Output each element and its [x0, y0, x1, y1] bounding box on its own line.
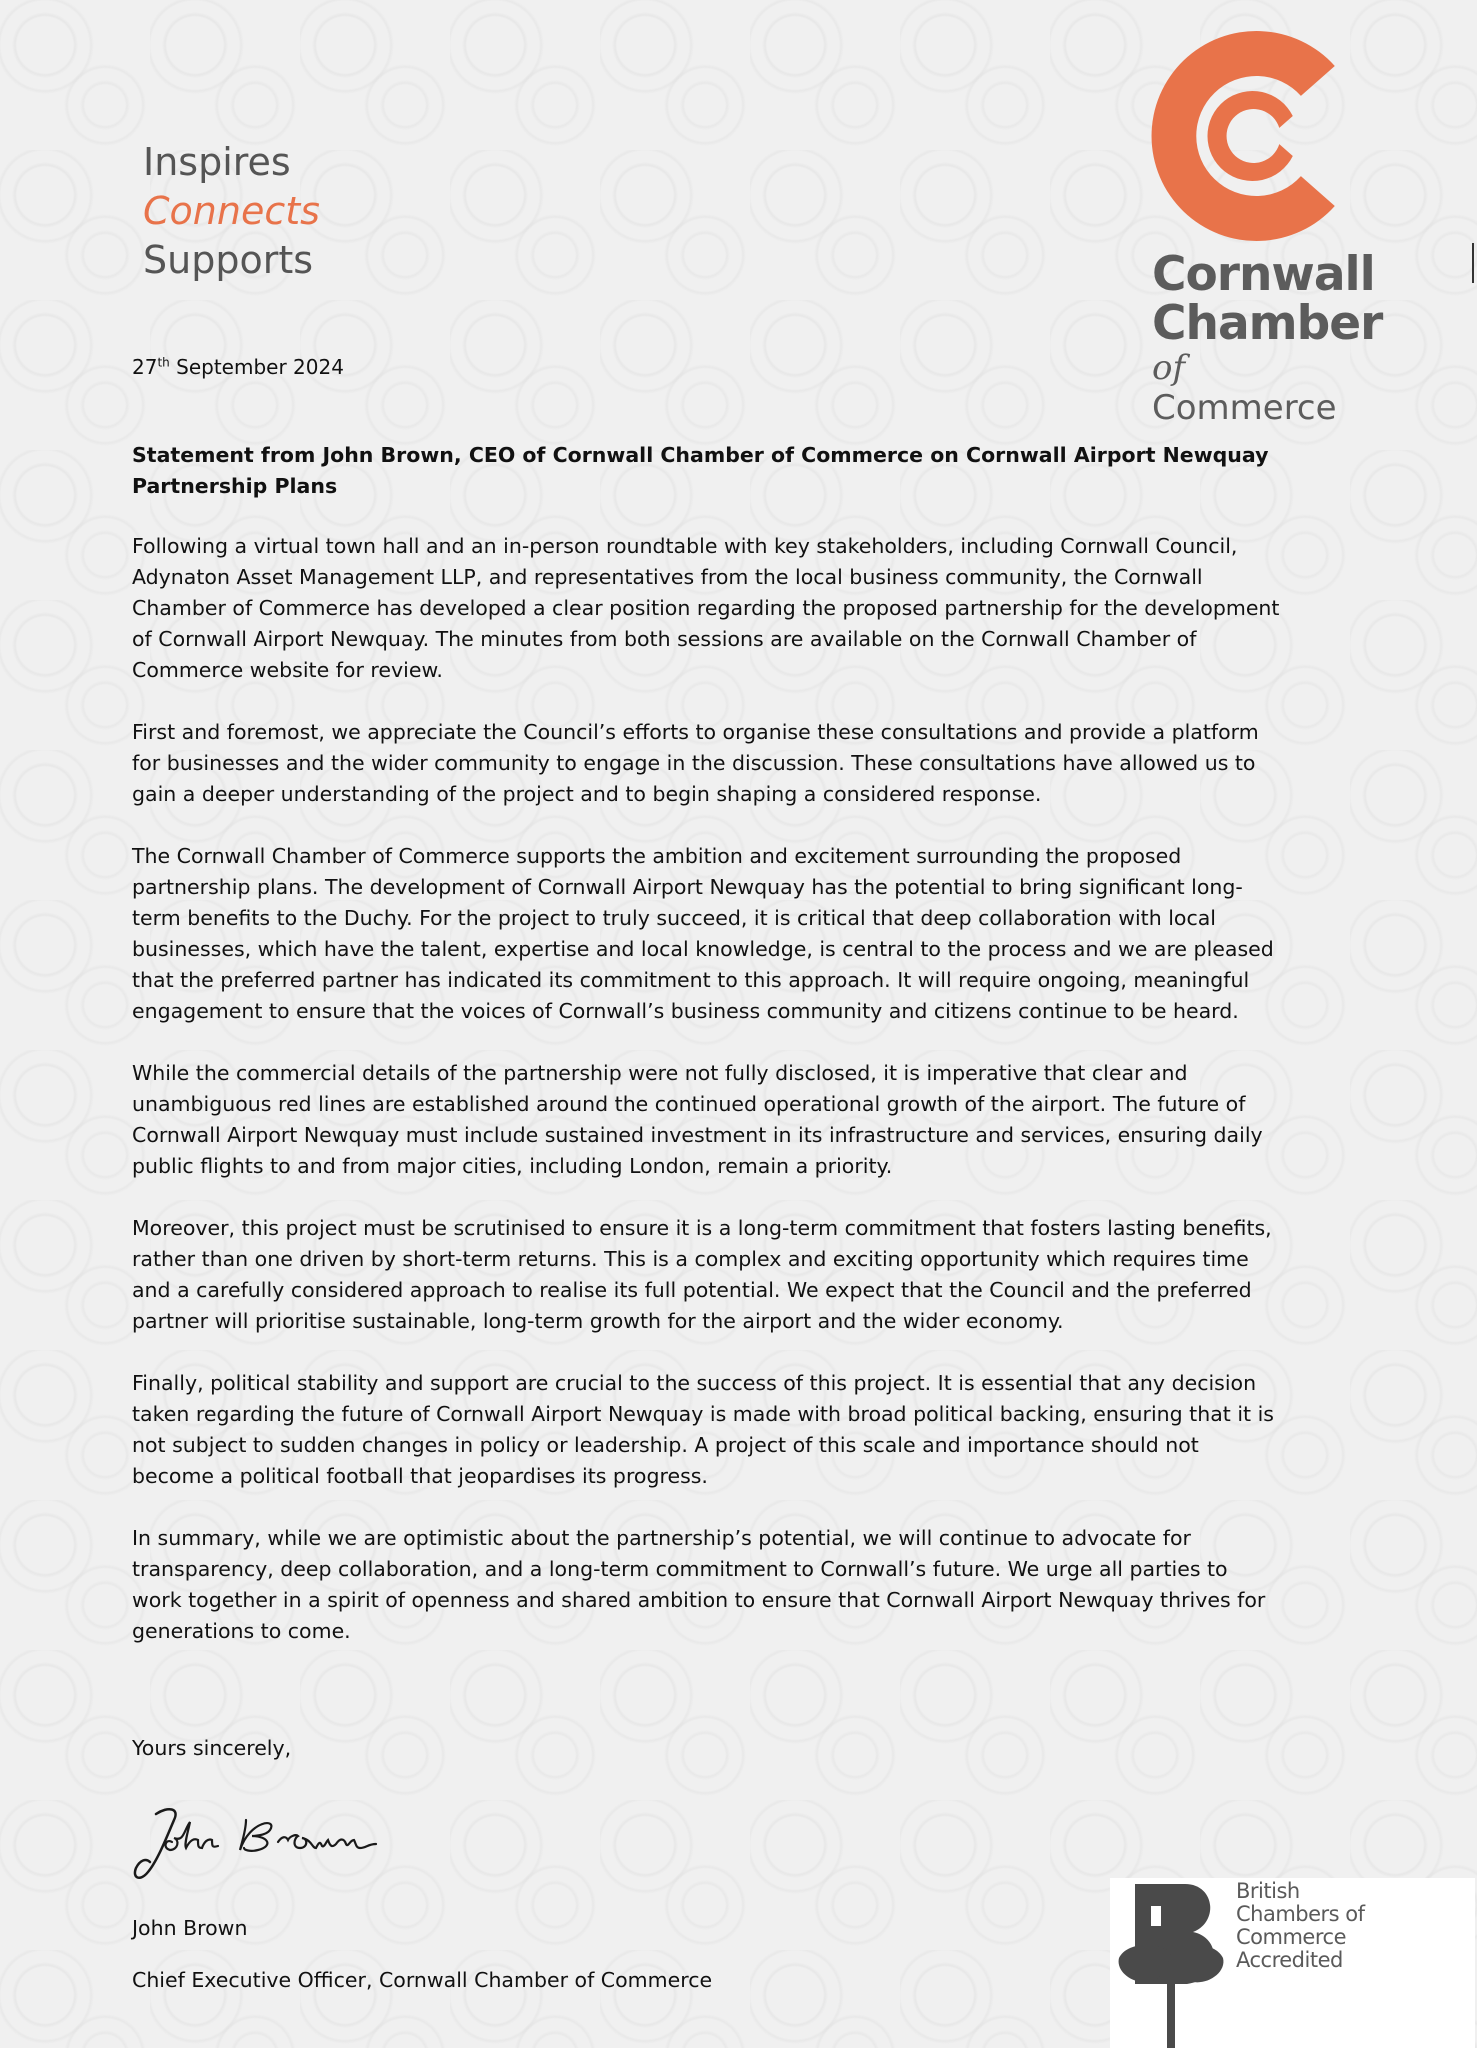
- bcc-accreditation-badge: [1110, 1878, 1475, 2048]
- signer-name: John Brown: [132, 1916, 248, 1940]
- handwritten-signature: [128, 1800, 388, 1894]
- paragraph-2: First and foremost, we appreciate the Council’s efforts to organise these consultations and provide a platform for businesses and the wider community to engage in the discussion. These consultations have allowed us to gain a deeper understanding of the project and to begin shaping a considered response.: [132, 720, 1259, 806]
- logo-commerce: [1152, 348, 1380, 428]
- logo-of: of: [1152, 348, 1186, 388]
- letter-date: [132, 355, 344, 379]
- bcc-accreditation-text: [1236, 1880, 1365, 1972]
- logo-c-mark-icon: [1140, 22, 1350, 250]
- signer-title: Chief Executive Officer, Cornwall Chamber of Commerce: [132, 1968, 713, 1992]
- letter-subject: Statement from John Brown, CEO of Cornwall Chamber of Commerce on Cornwall Airport Newquay Partnership Plans: [132, 443, 1269, 498]
- paragraph-4: While the commercial details of the partnership were not fully disclosed, it is imperative that clear and unambiguous red lines are established around the continued operational growth of the airport. The future of Cornwall Airport Newquay must include sustained investment in its infrastructure and services, ensuring daily public flights to and from major cities, including London, remain a priority.: [132, 1061, 1263, 1178]
- date-day: 27: [132, 355, 158, 379]
- cornwall-chamber-logo: [1140, 22, 1383, 428]
- paragraph-6: Finally, political stability and support are crucial to the success of this project. It is essential that any decision taken regarding the future of Cornwall Airport Newquay is made with broad political backing, ensuring that it is not subject to sudden changes in policy or leadership. A project of this scale and importance should not become a political football that jeopardises its progress.: [132, 1371, 1274, 1488]
- tagline-inspires: Inspires: [143, 140, 291, 184]
- paragraph-3: The Cornwall Chamber of Commerce supports the ambition and excitement surrounding the proposed partnership plans. The development of Cornwall Airport Newquay has the potential to bring significant long-term benefits to the Duchy. For the project to truly succeed, it is critical that deep collaboration with local businesses, which have the talent, expertise and local knowledge, is central to the process and we are pleased that the preferred partner has indicated its commitment to this approach. It will require ongoing, meaningful engagement to ensure that the voices of Cornwall’s business community and citizens continue to be heard.: [132, 844, 1274, 1023]
- bcc-line-chambers: Chambers of: [1236, 1902, 1365, 1926]
- logo-commerce-word: Commerce: [1152, 388, 1337, 428]
- page-edge-mark: [1472, 243, 1474, 283]
- tagline: [143, 138, 320, 285]
- logo-name-cornwall: Cornwall: [1152, 247, 1375, 302]
- bcc-line-accredited: Accredited: [1236, 1948, 1343, 1972]
- closing: Yours sincerely,: [132, 1736, 292, 1760]
- bcc-line-british: British: [1236, 1879, 1300, 1903]
- letter-body: [132, 440, 1282, 1678]
- date-month-year: September 2024: [176, 355, 344, 379]
- paragraph-1: Following a virtual town hall and an in-person roundtable with key stakeholders, including Cornwall Council, Adynaton Asset Management LLP, and representatives from the local business community, the Cornwall Chamber of Commerce has developed a clear position regarding the proposed partnership for the development of Cornwall Airport Newquay. The minutes from both sessions are available on the Cornwall Chamber of Commerce website for review.: [132, 534, 1280, 682]
- date-suffix: th: [157, 355, 170, 370]
- tagline-supports: Supports: [143, 238, 314, 282]
- bcc-line-commerce: Commerce: [1236, 1925, 1346, 1949]
- bcc-plant-logo-icon: [1115, 1880, 1231, 2048]
- paragraph-5: Moreover, this project must be scrutinised to ensure it is a long-term commitment that fosters lasting benefits, rather than one driven by short-term returns. This is a complex and exciting opportunity which requires time and a carefully considered approach to realise its full potential. We expect that the Council and the preferred partner will prioritise sustainable, long-term growth for the airport and the wider economy.: [132, 1216, 1272, 1333]
- logo-name-chamber: Chamber: [1152, 296, 1383, 351]
- tagline-connects: Connects: [143, 189, 320, 233]
- paragraph-7: In summary, while we are optimistic about the partnership’s potential, we will continue to advocate for transparency, deep collaboration, and a long-term commitment to Cornwall’s future. We urge all parties to work together in a spirit of openness and shared ambition to ensure that Cornwall Airport Newquay thrives for generations to come.: [132, 1526, 1266, 1643]
